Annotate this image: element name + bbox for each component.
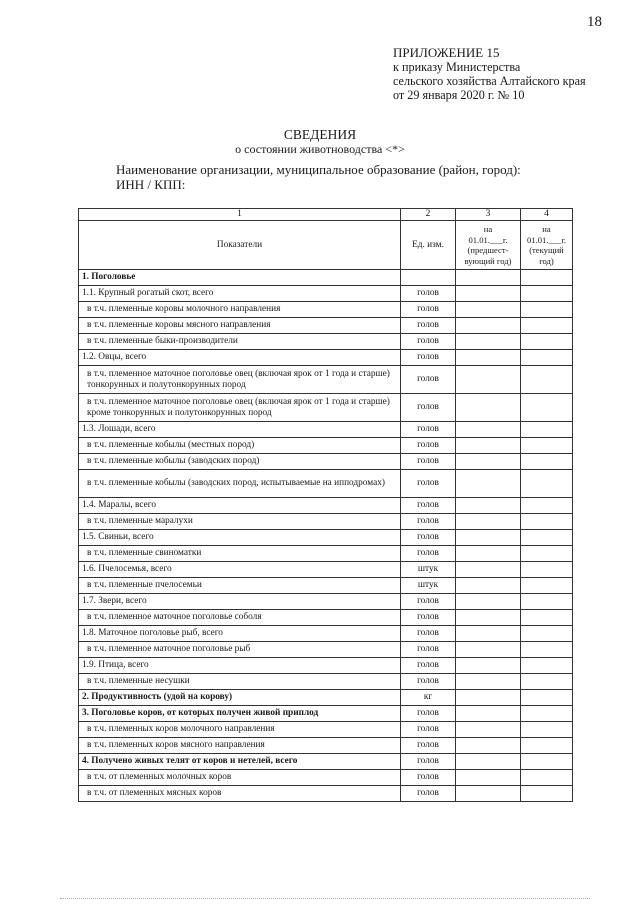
previous-year-value-cell[interactable] — [456, 318, 521, 334]
row-unit: голов — [401, 530, 456, 546]
current-year-value-cell[interactable] — [521, 578, 573, 594]
current-year-value-cell[interactable] — [521, 674, 573, 690]
previous-year-value-cell[interactable] — [456, 514, 521, 530]
table-row — [79, 530, 573, 546]
table-row — [79, 514, 573, 530]
row-label: 3. Поголовье коров, от которых получен живой приплод — [79, 706, 401, 722]
table-row — [79, 366, 573, 394]
table-header-row — [79, 221, 573, 270]
row-unit: голов — [401, 286, 456, 302]
organization-fields — [116, 162, 521, 192]
row-unit: голов — [401, 642, 456, 658]
organization-name-label: Наименование организации, муниципальное образование (район, город): — [116, 162, 521, 177]
current-year-value-cell[interactable] — [521, 498, 573, 514]
row-label: в т.ч. племенных коров мясного направления — [79, 738, 401, 754]
current-year-value-cell[interactable] — [521, 394, 573, 422]
current-year-value-cell[interactable] — [521, 754, 573, 770]
previous-year-value-cell[interactable] — [456, 674, 521, 690]
current-year-value-cell[interactable] — [521, 366, 573, 394]
row-label: в т.ч. племенные маралухи — [79, 514, 401, 530]
previous-year-value-cell[interactable] — [456, 334, 521, 350]
table-row — [79, 562, 573, 578]
row-label: в т.ч. племенные кобылы (заводских пород, испытываемые на ипподромах) — [79, 470, 401, 498]
row-unit: кг — [401, 690, 456, 706]
table-row — [79, 394, 573, 422]
row-unit — [401, 270, 456, 286]
current-year-value-cell[interactable] — [521, 642, 573, 658]
row-unit: голов — [401, 610, 456, 626]
row-label: в т.ч. племенное маточное поголовье овец (включая ярок от 1 года и старше) тонкорунных и полутонкорунных пород — [79, 366, 401, 394]
table-row — [79, 318, 573, 334]
table-row — [79, 422, 573, 438]
row-label: в т.ч. племенные пчелосемьи — [79, 578, 401, 594]
table-row — [79, 674, 573, 690]
appendix-title: ПРИЛОЖЕНИЕ 15 — [393, 45, 500, 60]
row-label: в т.ч. от племенных молочных коров — [79, 770, 401, 786]
current-year-value-cell[interactable] — [521, 562, 573, 578]
table-row — [79, 286, 573, 302]
table-row — [79, 546, 573, 562]
previous-year-value-cell[interactable] — [456, 786, 521, 802]
row-unit: голов — [401, 594, 456, 610]
previous-year-value-cell[interactable] — [456, 366, 521, 394]
previous-year-value-cell[interactable] — [456, 394, 521, 422]
table-row — [79, 658, 573, 674]
previous-year-value-cell[interactable] — [456, 690, 521, 706]
previous-year-value-cell[interactable] — [456, 422, 521, 438]
table-row — [79, 438, 573, 454]
row-unit: штук — [401, 562, 456, 578]
table-row — [79, 334, 573, 350]
document-heading — [0, 128, 640, 156]
previous-year-value-cell[interactable] — [456, 470, 521, 498]
previous-year-value-cell[interactable] — [456, 706, 521, 722]
table-row — [79, 350, 573, 366]
header-unit: Ед. изм. — [401, 221, 456, 270]
previous-year-value-cell[interactable] — [456, 738, 521, 754]
row-unit: голов — [401, 394, 456, 422]
table-row — [79, 470, 573, 498]
current-year-value-cell[interactable] — [521, 454, 573, 470]
row-unit: голов — [401, 498, 456, 514]
table-row — [79, 786, 573, 802]
row-label: в т.ч. племенные кобылы (заводских пород) — [79, 454, 401, 470]
appendix-line: сельского хозяйства Алтайского края — [393, 74, 586, 88]
table-row — [79, 722, 573, 738]
row-label: 1.3. Лошади, всего — [79, 422, 401, 438]
previous-year-value-cell[interactable] — [456, 438, 521, 454]
table-row — [79, 690, 573, 706]
row-unit: голов — [401, 770, 456, 786]
document-title: СВЕДЕНИЯ — [283, 127, 357, 142]
row-unit: голов — [401, 754, 456, 770]
current-year-value-cell[interactable] — [521, 334, 573, 350]
row-unit: голов — [401, 438, 456, 454]
table-row — [79, 594, 573, 610]
row-label: в т.ч. племенных коров молочного направления — [79, 722, 401, 738]
row-label: в т.ч. племенные коровы мясного направления — [79, 318, 401, 334]
current-year-value-cell[interactable] — [521, 270, 573, 286]
previous-year-value-cell[interactable] — [456, 350, 521, 366]
table-row — [79, 706, 573, 722]
table-row — [79, 578, 573, 594]
current-year-value-cell[interactable] — [521, 530, 573, 546]
previous-year-value-cell[interactable] — [456, 722, 521, 738]
row-label: 1.1. Крупный рогатый скот, всего — [79, 286, 401, 302]
current-year-value-cell[interactable] — [521, 738, 573, 754]
previous-year-value-cell[interactable] — [456, 658, 521, 674]
row-label: 1.6. Пчелосемья, всего — [79, 562, 401, 578]
table-row — [79, 770, 573, 786]
current-year-value-cell[interactable] — [521, 786, 573, 802]
row-unit: голов — [401, 422, 456, 438]
previous-year-value-cell[interactable] — [456, 546, 521, 562]
current-year-value-cell[interactable] — [521, 514, 573, 530]
previous-year-value-cell[interactable] — [456, 578, 521, 594]
document-subtitle: о состоянии животноводства <*> — [235, 142, 405, 156]
row-unit: голов — [401, 454, 456, 470]
current-year-value-cell[interactable] — [521, 286, 573, 302]
row-unit: голов — [401, 470, 456, 498]
table-row — [79, 302, 573, 318]
row-unit: штук — [401, 578, 456, 594]
previous-year-value-cell[interactable] — [456, 610, 521, 626]
table-row — [79, 642, 573, 658]
current-year-value-cell[interactable] — [521, 626, 573, 642]
inn-kpp-label: ИНН / КПП: — [116, 177, 186, 192]
previous-year-value-cell[interactable] — [456, 770, 521, 786]
row-label: в т.ч. от племенных мясных коров — [79, 786, 401, 802]
row-unit: голов — [401, 658, 456, 674]
previous-year-value-cell[interactable] — [456, 302, 521, 318]
row-label: 1.5. Свиньи, всего — [79, 530, 401, 546]
current-year-value-cell[interactable] — [521, 594, 573, 610]
current-year-value-cell[interactable] — [521, 722, 573, 738]
previous-year-value-cell[interactable] — [456, 562, 521, 578]
row-unit: голов — [401, 334, 456, 350]
row-unit: голов — [401, 786, 456, 802]
table-row — [79, 626, 573, 642]
row-label: 1. Поголовье — [79, 270, 401, 286]
current-year-value-cell[interactable] — [521, 658, 573, 674]
row-unit: голов — [401, 722, 456, 738]
row-unit: голов — [401, 514, 456, 530]
livestock-table — [78, 208, 573, 802]
current-year-value-cell[interactable] — [521, 438, 573, 454]
row-unit: голов — [401, 350, 456, 366]
appendix-block — [393, 46, 586, 102]
row-unit: голов — [401, 674, 456, 690]
row-label: в т.ч. племенные кобылы (местных пород) — [79, 438, 401, 454]
table-row — [79, 754, 573, 770]
appendix-line: к приказу Министерства — [393, 60, 521, 74]
table-row — [79, 738, 573, 754]
column-number: 2 — [401, 209, 456, 221]
row-unit: голов — [401, 738, 456, 754]
current-year-value-cell[interactable] — [521, 546, 573, 562]
previous-year-value-cell[interactable] — [456, 530, 521, 546]
row-label: 1.2. Овцы, всего — [79, 350, 401, 366]
column-number: 1 — [79, 209, 401, 221]
current-year-value-cell[interactable] — [521, 318, 573, 334]
previous-year-value-cell[interactable] — [456, 642, 521, 658]
table-row — [79, 454, 573, 470]
current-year-value-cell[interactable] — [521, 690, 573, 706]
previous-year-value-cell[interactable] — [456, 454, 521, 470]
row-label: 1.7. Звери, всего — [79, 594, 401, 610]
column-number: 3 — [456, 209, 521, 221]
previous-year-value-cell[interactable] — [456, 498, 521, 514]
page-number: 18 — [587, 14, 602, 30]
row-unit: голов — [401, 366, 456, 394]
table-row — [79, 498, 573, 514]
table-row — [79, 610, 573, 626]
previous-year-value-cell[interactable] — [456, 286, 521, 302]
column-number: 4 — [521, 209, 573, 221]
previous-year-value-cell[interactable] — [456, 626, 521, 642]
row-unit: голов — [401, 626, 456, 642]
current-year-value-cell[interactable] — [521, 302, 573, 318]
row-unit: голов — [401, 302, 456, 318]
row-label: в т.ч. племенные быки-производители — [79, 334, 401, 350]
row-unit: голов — [401, 706, 456, 722]
row-label: в т.ч. племенные коровы молочного направления — [79, 302, 401, 318]
header-previous-year: на 01.01.___г. (предшест- вующий год) — [456, 221, 521, 270]
row-label: 2. Продуктивность (удой на корову) — [79, 690, 401, 706]
current-year-value-cell[interactable] — [521, 422, 573, 438]
row-label: в т.ч. племенное маточное поголовье соболя — [79, 610, 401, 626]
row-label: 1.8. Маточное поголовье рыб, всего — [79, 626, 401, 642]
scan-edge-divider — [60, 898, 590, 899]
header-current-year: на 01.01.___г. (текущий год) — [521, 221, 573, 270]
row-label: в т.ч. племенное маточное поголовье рыб — [79, 642, 401, 658]
current-year-value-cell[interactable] — [521, 610, 573, 626]
previous-year-value-cell[interactable] — [456, 594, 521, 610]
row-label: в т.ч. племенные свиноматки — [79, 546, 401, 562]
current-year-value-cell[interactable] — [521, 350, 573, 366]
previous-year-value-cell[interactable] — [456, 270, 521, 286]
row-label: в т.ч. племенное маточное поголовье овец (включая ярок от 1 года и старше) кроме тонкорунных и полутонкорунных пород — [79, 394, 401, 422]
row-unit: голов — [401, 546, 456, 562]
current-year-value-cell[interactable] — [521, 706, 573, 722]
row-unit: голов — [401, 318, 456, 334]
current-year-value-cell[interactable] — [521, 470, 573, 498]
row-label: 1.9. Птица, всего — [79, 658, 401, 674]
header-indicators: Показатели — [79, 221, 401, 270]
column-number-row — [79, 209, 573, 221]
current-year-value-cell[interactable] — [521, 770, 573, 786]
table-row — [79, 270, 573, 286]
row-label: 1.4. Маралы, всего — [79, 498, 401, 514]
row-label: 4. Получено живых телят от коров и нетелей, всего — [79, 754, 401, 770]
row-label: в т.ч. племенные несушки — [79, 674, 401, 690]
appendix-line: от 29 января 2020 г. № 10 — [393, 88, 525, 102]
previous-year-value-cell[interactable] — [456, 754, 521, 770]
